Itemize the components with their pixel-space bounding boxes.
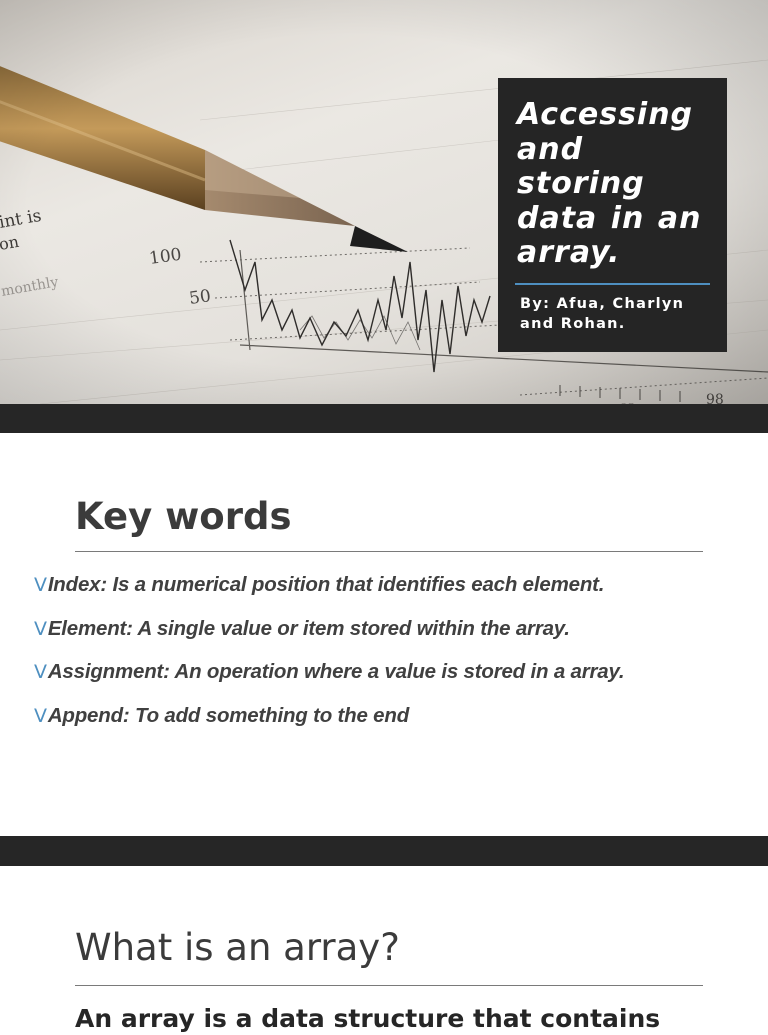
- list-item: [34, 617, 624, 661]
- checkmark-bullet-icon: V: [34, 574, 47, 596]
- slide-separator: [0, 404, 768, 433]
- checkmark-bullet-icon: V: [34, 704, 47, 727]
- array-slide: [0, 866, 768, 1033]
- presentation-authors: By: Afua, Charlyn and Rohan.: [520, 296, 685, 332]
- keyword-text: Index: Is a numerical position that identifies each element.: [47, 573, 605, 596]
- list-item: [34, 573, 624, 617]
- title-divider: [515, 283, 710, 285]
- array-definition: An array is a data structure that contains: [75, 1004, 661, 1033]
- keyword-text: Append: To add something to the end: [47, 703, 410, 727]
- slide-separator: [0, 836, 768, 866]
- array-heading: What is an array?: [75, 926, 400, 969]
- heading-divider: [75, 985, 703, 986]
- list-item: [34, 704, 624, 748]
- heading-divider: [75, 551, 703, 552]
- title-box: [498, 78, 727, 352]
- list-item: [34, 660, 624, 704]
- checkmark-bullet-icon: V: [34, 661, 47, 683]
- keyword-text: Element: A single value or item stored within the array.: [47, 616, 570, 640]
- checkmark-bullet-icon: V: [34, 617, 47, 640]
- presentation-title: Accessing and storing data in an array.: [517, 97, 702, 270]
- keywords-heading: Key words: [75, 495, 292, 538]
- keywords-list: [34, 573, 624, 747]
- keyword-text: Assignment: An operation where a value is stored in a array.: [47, 660, 625, 683]
- title-slide: [0, 0, 768, 404]
- keywords-slide: [0, 433, 768, 836]
